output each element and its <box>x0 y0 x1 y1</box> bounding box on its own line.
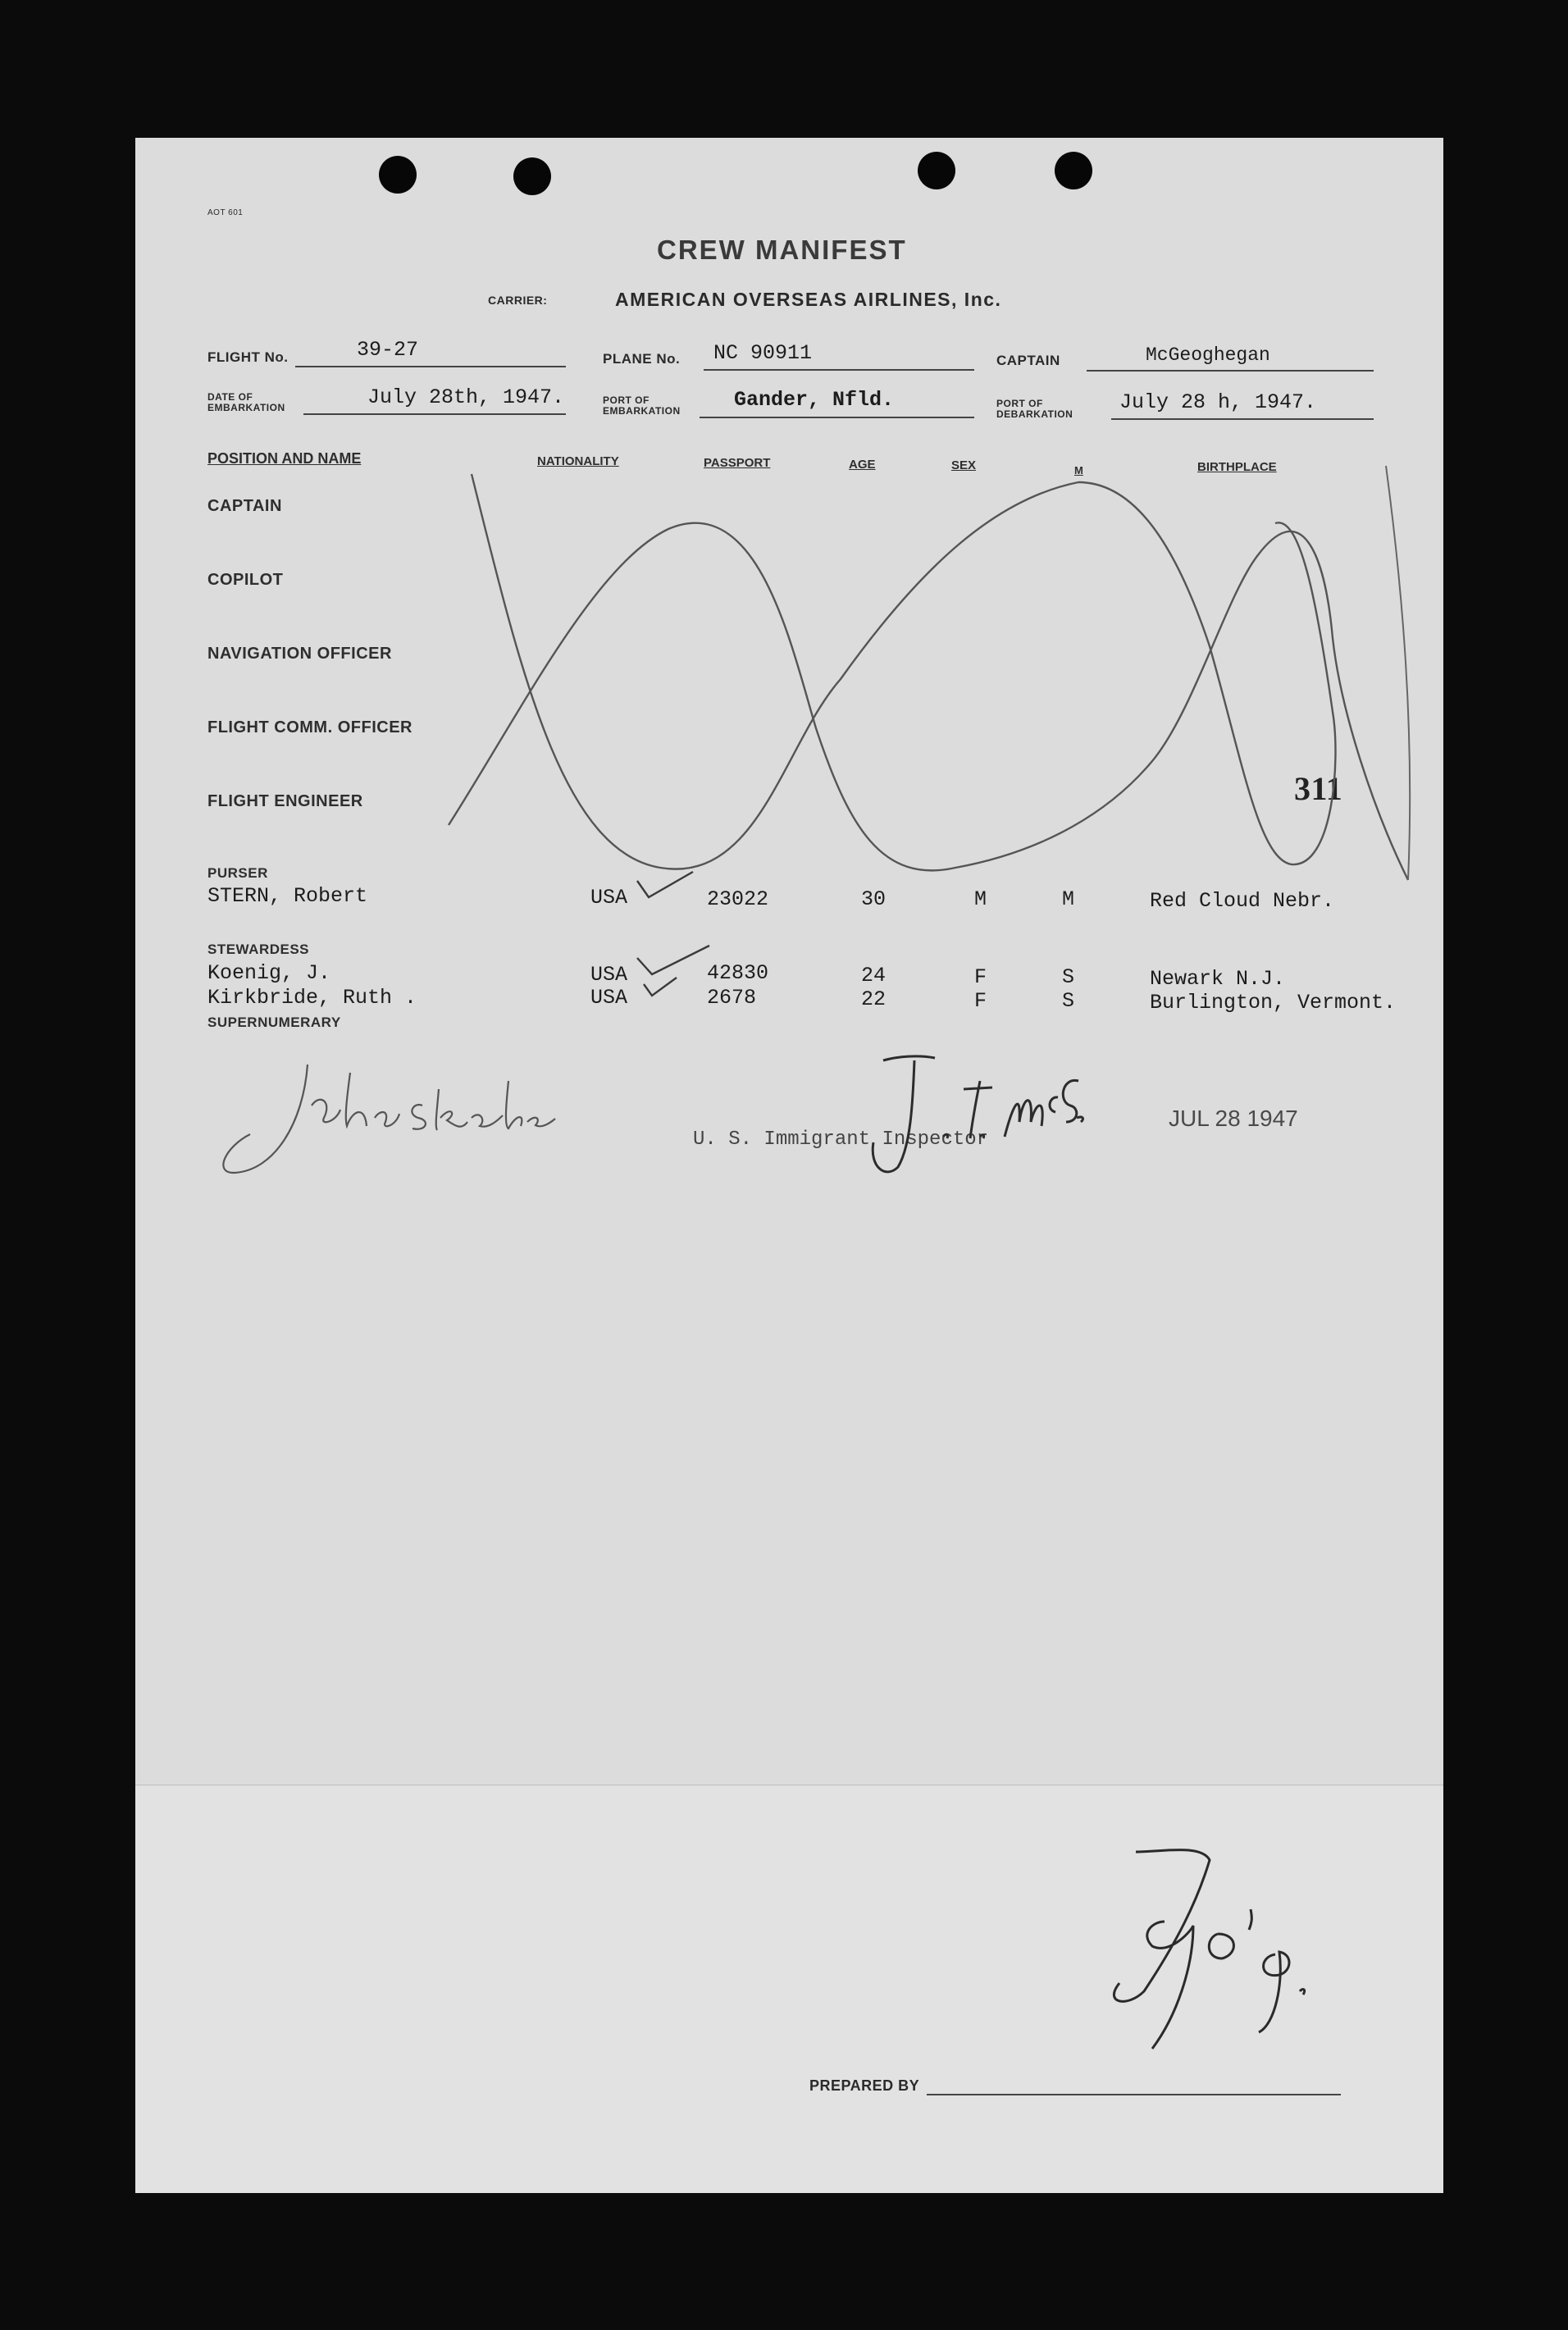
document-title: CREW MANIFEST <box>657 235 907 265</box>
handwriting-overlay <box>135 138 1443 2192</box>
role-copilot: COPILOT <box>207 571 284 589</box>
crew-passport: 42830 <box>707 961 769 985</box>
signature-inspector <box>873 1056 1083 1172</box>
plane-label: PLANE No. <box>603 351 681 367</box>
crew-age: 24 <box>861 964 887 987</box>
port-embarkation-label-bottom: EMBARKATION <box>603 405 681 417</box>
col-passport: PASSPORT <box>704 456 771 470</box>
role-captain: CAPTAIN <box>207 497 282 515</box>
crew-nationality: USA <box>590 886 628 910</box>
crew-name: Kirkbride, Ruth . <box>207 986 417 1010</box>
crew-birthplace: Red Cloud Nebr. <box>1150 889 1335 913</box>
carrier-label: CARRIER: <box>488 294 548 307</box>
cancellation-wave-stroke <box>1386 466 1410 880</box>
date-embarkation-value: July 28th, 1947. <box>367 385 565 409</box>
date-embarkation-label-top: DATE OF <box>207 391 253 403</box>
port-embarkation-label-top: PORT OF <box>603 394 650 406</box>
check-mark <box>644 978 677 996</box>
port-debarkation-label-top: PORT OF <box>996 398 1043 409</box>
crew-marital: S <box>1062 989 1075 1013</box>
page-number: 311 <box>1294 770 1343 807</box>
signature-left <box>223 1065 555 1173</box>
col-marital: M <box>1074 464 1083 476</box>
signature-prepared-by <box>1114 1850 1304 2050</box>
date-stamp: JUL 28 1947 <box>1169 1106 1298 1131</box>
cancellation-wave-stroke <box>449 523 1408 880</box>
role-flight-comm-officer: FLIGHT COMM. OFFICER <box>207 718 413 736</box>
crew-sex: F <box>974 989 987 1013</box>
role-flight-engineer: FLIGHT ENGINEER <box>207 792 363 810</box>
crew-nationality: USA <box>590 986 628 1010</box>
check-mark <box>637 946 709 974</box>
crew-sex: M <box>974 887 987 911</box>
crew-birthplace: Newark N.J. <box>1150 967 1286 991</box>
col-age: AGE <box>849 458 876 472</box>
prepared-by-label: PREPARED BY <box>809 2077 920 2094</box>
check-mark <box>637 872 693 897</box>
port-debarkation-label-bottom: DEBARKATION <box>996 408 1073 420</box>
crew-marital: M <box>1062 887 1075 911</box>
crew-name: Koenig, J. <box>207 961 331 985</box>
inspector-caption: U. S. Immigrant Inspector <box>693 1129 989 1151</box>
plane-value: NC 90911 <box>713 341 813 365</box>
captain-field-value: McGeoghegan <box>1146 344 1270 366</box>
col-nationality: NATIONALITY <box>537 454 619 468</box>
carrier-value: AMERICAN OVERSEAS AIRLINES, Inc. <box>615 289 1002 310</box>
port-embarkation-value: Gander, Nfld. <box>734 388 895 412</box>
cancellation-wave-stroke <box>472 474 1335 869</box>
crew-age: 30 <box>861 887 887 911</box>
role-navigation-officer: NAVIGATION OFFICER <box>207 645 392 663</box>
crew-marital: S <box>1062 965 1075 989</box>
captain-field-label: CAPTAIN <box>996 353 1060 368</box>
crew-passport: 23022 <box>707 887 769 911</box>
role-purser: PURSER <box>207 865 268 881</box>
col-birthplace: BIRTHPLACE <box>1197 460 1277 474</box>
crew-nationality: USA <box>590 963 628 987</box>
crew-passport: 2678 <box>707 986 757 1010</box>
col-position-name: POSITION AND NAME <box>207 450 362 467</box>
manifest-sheet <box>135 138 1443 2192</box>
flight-value: 39-27 <box>357 338 419 362</box>
role-supernumerary: SUPERNUMERARY <box>207 1015 341 1030</box>
role-stewardess: STEWARDESS <box>207 942 310 957</box>
form-code: AOT 601 <box>207 208 244 217</box>
flight-label: FLIGHT No. <box>207 349 289 365</box>
col-sex: SEX <box>951 458 977 472</box>
port-debarkation-value: July 28 h, 1947. <box>1119 390 1317 414</box>
crew-birthplace: Burlington, Vermont. <box>1150 991 1397 1015</box>
crew-sex: F <box>974 965 987 989</box>
crew-age: 22 <box>861 987 887 1011</box>
date-embarkation-label-bottom: EMBARKATION <box>207 402 285 413</box>
crew-name: STERN, Robert <box>207 884 368 908</box>
